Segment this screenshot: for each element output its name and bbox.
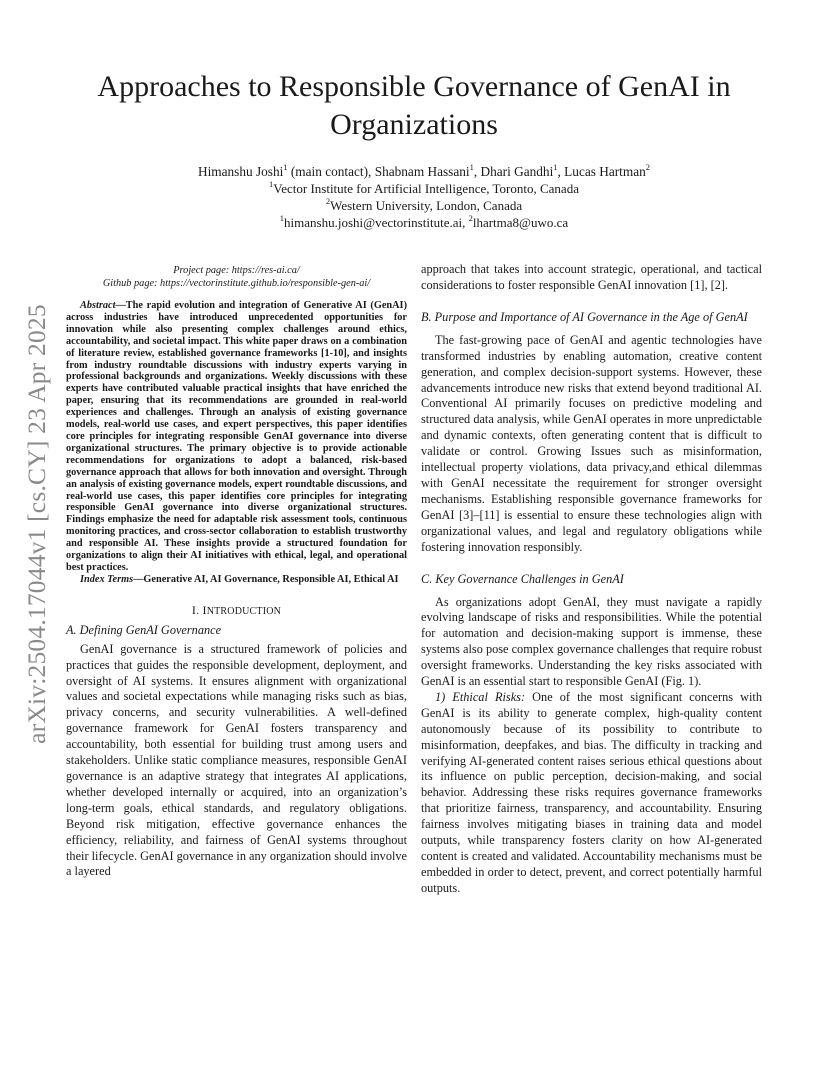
email: lhartma8@uwo.ca	[472, 215, 569, 230]
section-heading-introduction	[66, 603, 407, 619]
subsection-heading-b: B. Purpose and Importance of AI Governance in the Age of GenAI	[421, 309, 748, 324]
subsection-heading-c: C. Key Governance Challenges in GenAI	[421, 571, 624, 586]
affiliation-marker: 2	[325, 195, 331, 206]
affiliation-marker: 1	[283, 161, 288, 172]
left-column	[66, 264, 407, 880]
affiliation-marker: 2	[468, 212, 473, 223]
index-terms-label: Index Terms	[80, 573, 134, 585]
paper-title: Approaches to Responsible Governance of GenAI in Organizations	[97, 70, 731, 141]
index-terms	[66, 574, 407, 586]
paragraph-ethical-risks	[421, 690, 762, 897]
index-terms-text: —Generative AI, AI Governance, Responsible AI, Ethical AI	[133, 573, 399, 585]
contact-note: (main contact),	[287, 164, 375, 179]
affiliation-text: Vector Institute for Artificial Intelligence, Toronto, Canada	[273, 181, 579, 196]
affiliation-marker: 1	[553, 161, 558, 172]
paragraph-runin-heading: 1) Ethical Risks:	[435, 689, 526, 704]
github-page-link: Github page: https://vectorinstitute.github.io/responsible-gen-ai/	[102, 278, 371, 289]
author-name: Dhari Gandhi	[480, 164, 554, 179]
affiliation-text: Western University, London, Canada	[330, 198, 523, 213]
author-name: Shabnam Hassani	[374, 164, 470, 179]
paragraph: The fast-growing pace of GenAI and agentic technologies have transformed industries by enabling automation, creative content generation, and complex decision-support systems. However, these advancements introduce new risks that extend beyond traditional AI. Conventional AI primarily focuses on predictive modeling and structured data analysis, while GenAI operates in more unpredictable and dynamic contexts, often generating content that is difficult to validate or control. Growing Issues such as misinformation, intellectual property violations, data privacy,and ethical dilemmas with GenAI necessitate the requirement for stronger oversight mechanisms. Establishing responsible governance frameworks for GenAI [3]–[11] is essential to ensure these technologies align with organizational values, and legal and regulatory obligations while fostering innovation responsibly.	[421, 332, 762, 554]
email: himanshu.joshi@vectorinstitute.ai,	[284, 215, 469, 230]
author-name: Himanshu Joshi	[197, 164, 284, 179]
author-emails	[114, 212, 734, 231]
author-list	[114, 161, 734, 180]
author-name: Lucas Hartman	[564, 164, 646, 179]
affiliation-marker: 2	[645, 161, 651, 172]
arxiv-id: arXiv:2504.17044v1 [cs.CY] 23 Apr 2025	[22, 304, 51, 744]
affiliation-marker: 1	[279, 212, 285, 223]
paragraph-continuation: approach that takes into account strategic, operational, and tactical considerations to foster responsible GenAI innovation [1], [2].	[421, 262, 762, 292]
section-title-smallcaps: NTRODUCTION	[206, 605, 282, 617]
affiliation-1	[114, 178, 734, 197]
affiliation-marker: 1	[269, 178, 274, 189]
section-numeral: I.	[191, 602, 203, 617]
author-separator: ,	[557, 164, 565, 179]
paragraph: GenAI governance is a structured framework of policies and practices that guides the responsible development, deployment, and oversight of AI systems. It ensures alignment with organizational values and societal expectations while managing risks such as bias, privacy concerns, and security vulnerabilities. A well-defined governance framework for GenAI fosters transparency and accountability, both essential for building trust among users and stakeholders. Unlike static compliance measures, responsible GenAI governance is an adaptive strategy that integrates AI applications, whether developed internally or acquired, into an organization’s long-term goals, ethical standards, and regulatory obligations. Beyond risk mitigation, effective governance enhances the efficiency, reliability, and fairness of GenAI systems throughout their lifecycle. GenAI governance in any organization should involve a layered	[66, 641, 407, 879]
paragraph-body: One of the most significant concerns with GenAI is its ability to generate complex, high-quality content autonomously because of its possibility to contribute to misinformation, deepfakes, and bias. The difficulty in tracking and verifying AI-generated content raises serious ethical questions about its influence on public perception, decision-making, and social behavior. Addressing these risks requires governance frameworks that prioritize fairness, transparency, and accountability. Ensuring fairness involves mitigating biases in training data and model outputs, while transparency fosters clarity on how AI-generated content is created and validated. Accountability mechanisms must be embedded in order to detect, prevent, and correct potentially harmful outputs.	[421, 689, 762, 895]
affiliation-marker: 1	[469, 161, 474, 172]
subsection-heading-a: A. Defining GenAI Governance	[66, 622, 222, 637]
paragraph: As organizations adopt GenAI, they must navigate a rapidly evolving landscape of risks and responsibilities. While the potential for automation and decision-making support is immense, these systems also pose complex governance challenges that require robust oversight frameworks. Understanding the key risks associated with GenAI is an essential start to responsible GenAI (Fig. 1).	[421, 594, 762, 689]
section-title-initial: I	[202, 602, 207, 617]
abstract-label: Abstract	[80, 300, 116, 311]
abstract-text: —The rapid evolution and integration of Generative AI (GenAI) across industries have introduced unprecedented opportunities for innovation while also presenting complex challenges around ethics, accountability, and societal impact. This white paper draws on a combination of literature review, established governance frameworks [1-10], and insights from industry roundtable discussions with industry experts varying in professional backgrounds and organizations. Weekly discussions with these experts have contributed valuable practical insights that have enriched the paper, ensuring that its recommendations are grounded in real-world experiences and challenges. Through an analysis of existing governance models, real-world use cases, and expert perspectives, this paper identifies core principles for integrating responsible GenAI governance into diverse organizational structures. The primary objective is to provide actionable recommendations for organizations to adopt a balanced, risk-based governance approach that allows for both innovation and oversight. Through an analysis of existing governance models, expert roundtable discussions, and real-world use cases, this paper identifies core principles for integrating responsible GenAI governance into diverse organizational structures. Findings emphasize the need for adaptable risk assessment tools, continuous monitoring practices, and cross-sector collaboration to establish trustworthy and responsible AI. These insights provide a structured foundation for organizations to align their AI initiatives with ethical, legal, and operational best practices.	[66, 300, 407, 573]
arxiv-sidebar-stamp	[20, 285, 54, 763]
right-column	[421, 262, 762, 897]
author-separator: ,	[473, 164, 481, 179]
project-page-link: Project page: https://res-ai.ca/	[173, 265, 300, 276]
affiliation-2	[114, 195, 734, 214]
abstract	[66, 300, 407, 574]
